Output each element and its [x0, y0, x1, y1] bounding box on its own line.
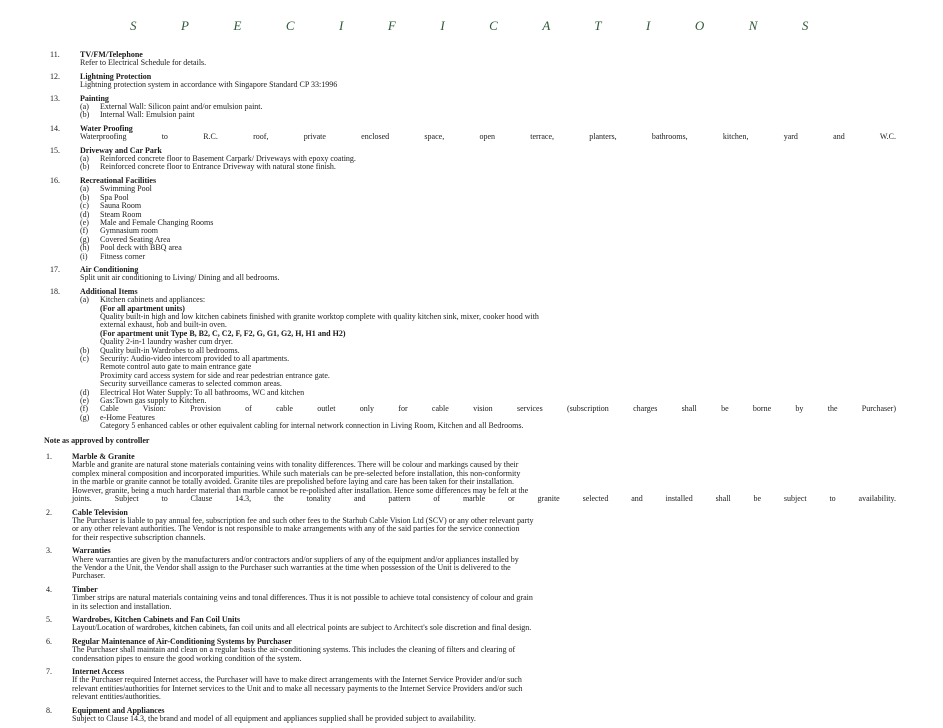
text-line: in its selection and installation.	[72, 601, 172, 611]
item-number: 12.	[50, 71, 60, 81]
sub-item-letter: (e)	[80, 217, 89, 227]
text-line: Where warranties are given by the manufacturers and/or contractors and/or suppliers of any of the equipment and/or appliances installed by	[72, 554, 519, 564]
note-item	[46, 638, 896, 663]
text-line: Kitchen cabinets and appliances:	[100, 295, 206, 305]
text-line: Proximity card access system for side and rear pedestrian entrance gate.	[100, 370, 330, 380]
text-line: for their respective subscription channels.	[72, 532, 206, 542]
text-line: Security: Audio-video intercom provided to all apartments.	[100, 354, 290, 363]
text-line: However, granite, being a much harder material than marble cannot be re-polished after installation. Hence some differences may be felt at the	[72, 485, 529, 495]
text-line: (For apartment unit Type B, B2, C, C2, F, F2, G, G1, G2, H, H1 and H2)	[100, 328, 346, 338]
spec-item	[46, 147, 896, 172]
text-line: Male and Female Changing Rooms	[100, 217, 214, 227]
sub-item	[80, 103, 896, 111]
item-number: 14.	[50, 123, 60, 133]
note-heading: Equipment and Appliances	[72, 705, 165, 715]
sub-item	[80, 111, 896, 119]
sub-item-letter: (e)	[80, 396, 89, 406]
item-number: 16.	[50, 175, 60, 185]
item-heading: Lightning Protection	[80, 71, 152, 81]
text-line: Lightning protection system in accordance with Singapore Standard CP 33:1996	[80, 80, 338, 90]
sub-item	[80, 236, 896, 244]
note-item	[46, 668, 896, 702]
note-number: 3.	[46, 546, 52, 556]
text-line: complex mineral composition and incorporated impurities. While such materials can be pre-selected before installation, this non-conformity	[72, 468, 521, 478]
spec-item	[46, 51, 896, 68]
text-line: Quality 2-in-1 laundry washer cum dryer.	[100, 337, 233, 347]
sub-item	[80, 219, 896, 227]
sub-item-letter: (a)	[80, 102, 89, 112]
note-item	[46, 616, 896, 633]
text-line: Quality built-in high and low kitchen cabinets finished with granite worktop complete with quality kitchen sink, mixer, cooker hood with	[100, 311, 539, 321]
item-heading: TV/FM/Telephone	[80, 50, 143, 59]
text-line: Remote control auto gate to main entrance gate	[100, 362, 252, 372]
sub-item-letter: (c)	[80, 201, 89, 211]
spec-item	[46, 177, 896, 261]
text-line: relevant entities/authorities for Internet services to the Unit and to make all necessary payments to the Internet Service Providers and/or such	[72, 683, 523, 693]
page-title: SPECIFICATIONS	[130, 18, 853, 33]
sub-item-letter: (g)	[80, 412, 90, 422]
spec-item	[46, 73, 896, 90]
note-item	[46, 707, 896, 724]
text-line: or any other relevant authorities. The Vendor is not responsible to make arrangements with any of the said parties for the service connection	[72, 524, 520, 534]
sub-item-letter: (b)	[80, 345, 90, 355]
sub-item-letter: (c)	[80, 354, 89, 363]
text-line: Pool deck with BBQ area	[100, 243, 182, 253]
specifications-document	[46, 51, 896, 728]
note-heading: Regular Maintenance of Air-Conditioning Systems by Purchaser	[72, 636, 292, 646]
item-number: 15.	[50, 145, 60, 155]
text-line: (For all apartment units)	[100, 303, 185, 313]
note-heading: Warranties	[72, 546, 111, 556]
text-line: the Vendor a the Unit, the Vendor shall assign to the Purchaser such warranties at the time when possession of the Unit is delivered to the	[72, 562, 511, 572]
note-number: 6.	[46, 636, 52, 646]
note-heading: Marble & Granite	[72, 452, 135, 462]
sub-item-letter: (a)	[80, 295, 89, 305]
sub-item	[80, 244, 896, 252]
sub-item-letter: (i)	[80, 251, 88, 261]
sub-item-letter: (b)	[80, 110, 90, 120]
sub-item	[80, 296, 896, 346]
sub-item	[80, 202, 896, 210]
sub-item-letter: (f)	[80, 404, 88, 414]
item-heading: Driveway and Car Park	[80, 145, 162, 155]
text-line: Reinforced concrete floor to Entrance Driveway with natural stone finish.	[100, 162, 336, 172]
note-heading: Internet Access	[72, 667, 125, 676]
note-heading: Cable Television	[72, 507, 128, 517]
note-number: 1.	[46, 452, 52, 462]
text-line: Category 5 enhanced cables or other equivalent cabling for internal network connection in Living Room, Kitchen and all Bedrooms.	[100, 421, 524, 431]
text-line: condensation pipes to ensure the good working condition of the system.	[72, 653, 302, 663]
sub-item	[80, 194, 896, 202]
note-item	[46, 509, 896, 543]
sub-item-letter: (a)	[80, 184, 89, 194]
item-heading: Recreational Facilities	[80, 175, 157, 185]
text-line: If the Purchaser required Internet access, the Purchaser will have to make direct arrangements with the Internet Service Provider and/or such	[72, 675, 522, 685]
sub-item-letter: (d)	[80, 209, 90, 219]
text-line: Gas:Town gas supply to Kitchen.	[100, 396, 207, 406]
text-line: Spa Pool	[100, 192, 129, 202]
text-line: Steam Room	[100, 209, 142, 219]
spec-item	[46, 266, 896, 283]
text-line: e-Home Features	[100, 412, 155, 422]
sub-item	[80, 414, 896, 431]
text-line: Subject to Clause 14.3, the brand and model of all equipment and appliances supplied shall be provided subject to availability.	[72, 714, 476, 724]
text-line: Layout/Location of wardrobes, kitchen cabinets, fan coil units and all electrical points are subject to Architect's sole discretion and final design.	[72, 623, 532, 633]
spec-item	[46, 125, 896, 142]
text-line: Cable Vision: Provision of cable outlet only for cable vision services (subscription charges shall be borne by the Purchaser)	[100, 404, 896, 414]
spec-item	[46, 95, 896, 120]
text-line: The Purchaser is liable to pay annual fee, subscription fee and such other fees to the Starhub Cable Vision Ltd (SCV) or any other relevant party	[72, 515, 534, 525]
text-line: Sauna Room	[100, 201, 142, 211]
item-number: 11.	[50, 50, 60, 59]
sub-item-letter: (a)	[80, 154, 89, 164]
text-line: joints. Subject to Clause 14.3, the tonality and pattern of marble or granite selected and installed shall be subject to availability.	[72, 494, 896, 504]
text-line: Marble and granite are natural stone materials containing veins with tonality differences. There will be colour and markings caused by their	[72, 460, 519, 470]
text-line: Timber strips are natural materials containing veins and tonal differences. Thus it is not possible to achieve total consistency of colour and grain	[72, 593, 533, 603]
text-line: Purchaser.	[72, 571, 106, 581]
sub-item-letter: (d)	[80, 387, 90, 397]
item-heading: Air Conditioning	[80, 264, 139, 274]
note-item	[46, 547, 896, 581]
note-item	[46, 453, 896, 503]
text-line: Reinforced concrete floor to Basement Carpark/ Driveways with epoxy coating.	[100, 154, 356, 164]
note-heading: Timber	[72, 584, 98, 594]
text-line: relevant entities/authorities.	[72, 692, 161, 702]
sub-item-letter: (f)	[80, 226, 88, 236]
sub-item	[80, 355, 896, 389]
text-line: external exhaust, hob and built-in oven.	[100, 320, 227, 330]
text-line: Swimming Pool	[100, 184, 152, 194]
item-heading: Painting	[80, 93, 109, 103]
text-line: Refer to Electrical Schedule for details.	[80, 58, 207, 68]
sub-item	[80, 227, 896, 235]
sub-item-letter: (b)	[80, 162, 90, 172]
text-line: Fitness corner	[100, 251, 146, 261]
text-line: in the marble or granite cannot be totally avoided. Granite tiles are prepolished before laying and care has been taken for their installation.	[72, 477, 515, 487]
sub-item	[80, 163, 896, 171]
text-line: Split unit air conditioning to Living/ Dining and all bedrooms.	[80, 273, 280, 283]
note-item	[46, 586, 896, 611]
note-number: 2.	[46, 507, 52, 517]
item-number: 17.	[50, 264, 60, 274]
text-line: Gymnasium room	[100, 226, 158, 236]
text-line: Security surveillance cameras to selected common areas.	[100, 379, 282, 389]
text-line: External Wall: Silicon paint and/or emulsion paint.	[100, 102, 263, 112]
note-heading: Wardrobes, Kitchen Cabinets and Fan Coil Units	[72, 614, 241, 624]
notes-heading: Note as approved by controller	[44, 435, 150, 445]
sub-item-letter: (g)	[80, 234, 90, 244]
text-line: Quality built-in Wardrobes to all bedrooms.	[100, 345, 240, 355]
item-number: 18.	[50, 286, 60, 296]
spec-item	[46, 288, 896, 431]
text-line: Internal Wall: Emulsion paint	[100, 110, 195, 120]
sub-item	[80, 253, 896, 261]
sub-item-letter: (h)	[80, 243, 90, 253]
note-number: 4.	[46, 584, 52, 594]
sub-item-letter: (b)	[80, 192, 90, 202]
item-heading: Additional Items	[80, 286, 138, 296]
note-number: 7.	[46, 667, 52, 676]
note-number: 5.	[46, 614, 52, 624]
text-line: Waterproofing to R.C. roof, private enclosed space, open terrace, planters, bathrooms, kitchen, yard and W.C.	[80, 132, 896, 142]
text-line: Electrical Hot Water Supply: To all bathrooms, WC and kitchen	[100, 387, 305, 397]
note-number: 8.	[46, 705, 52, 715]
sub-item	[80, 405, 896, 413]
item-heading: Water Proofing	[80, 123, 133, 133]
text-line: Covered Seating Area	[100, 234, 171, 244]
sub-item	[80, 185, 896, 193]
item-number: 13.	[50, 93, 60, 103]
text-line: The Purchaser shall maintain and clean on a regular basis the air-conditioning systems. This includes the cleaning of filters and clearing of	[72, 645, 516, 655]
